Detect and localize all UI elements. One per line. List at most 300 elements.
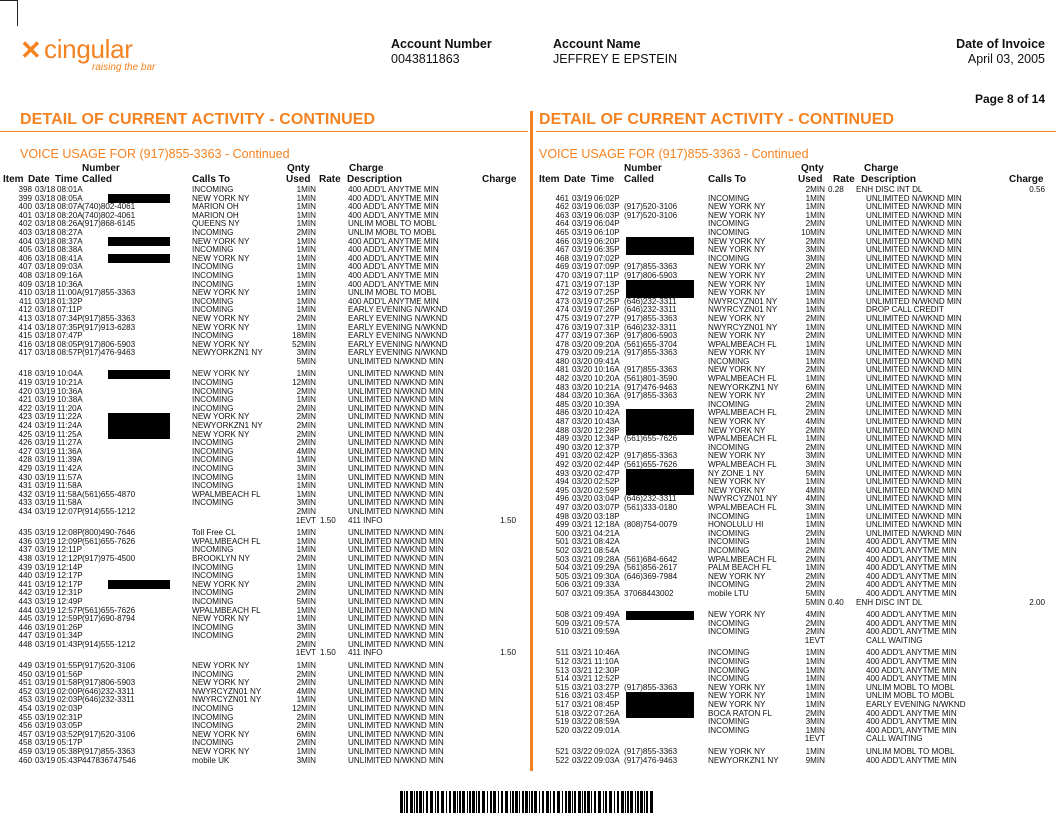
date-cell: 03/19 bbox=[572, 279, 593, 289]
date-cell: 03/19 bbox=[35, 704, 56, 714]
number-called-cell: (917)855-3363 bbox=[82, 313, 136, 323]
used-cell: 4MIN bbox=[296, 446, 316, 456]
description-cell: 400 ADD'L ANYTME MIN bbox=[348, 236, 439, 246]
used-cell: 4MIN bbox=[805, 494, 825, 504]
used-cell: 1MIN bbox=[805, 193, 825, 203]
description-cell: UNLIMITED N/WKND MIN bbox=[866, 202, 962, 212]
used-cell: 3MIN bbox=[805, 502, 825, 512]
used-cell: 2MIN bbox=[296, 678, 316, 688]
date-cell: 03/19 bbox=[572, 313, 593, 323]
used-cell: 2MIN bbox=[296, 506, 316, 516]
barcode-bar bbox=[578, 791, 581, 813]
used-cell: 1MIN bbox=[805, 210, 825, 220]
charge-cell: 1.50 bbox=[500, 648, 516, 658]
number-called-cell: (561)655-7626 bbox=[82, 605, 136, 615]
time-cell: 07:25P bbox=[594, 296, 620, 306]
description-cell: 411 INFO bbox=[348, 515, 383, 525]
calls-to-cell: WPALMBEACH FL bbox=[708, 554, 777, 564]
description-cell: 400 ADD'L ANYTME MIN bbox=[866, 571, 957, 581]
time-cell: 08:45P bbox=[594, 700, 620, 710]
description-cell: UNLIMITED N/WKND MIN bbox=[348, 528, 444, 538]
invoice-date-value: April 03, 2005 bbox=[967, 52, 1045, 66]
time-cell: 07:25P bbox=[594, 288, 620, 298]
date-cell: 03/20 bbox=[572, 417, 593, 427]
calls-to-cell: INCOMING bbox=[192, 245, 234, 255]
calls-to-cell: INCOMING bbox=[708, 725, 750, 735]
calls-to-cell: INCOMING bbox=[708, 511, 750, 521]
date-cell: 03/19 bbox=[35, 421, 56, 431]
calls-to-cell: Toll Free CL bbox=[192, 528, 236, 538]
item-cell: 448 bbox=[18, 639, 32, 649]
date-cell: 03/21 bbox=[572, 674, 593, 684]
used-cell: 6MIN bbox=[296, 729, 316, 739]
used-cell: 1MIN bbox=[296, 305, 316, 315]
description-cell: 400 ADD'L ANYTME MIN bbox=[866, 627, 957, 637]
used-cell: 1MIN bbox=[296, 262, 316, 272]
calls-to-cell: NEW YORK NY bbox=[708, 313, 766, 323]
time-cell: 08:59A bbox=[594, 717, 620, 727]
description-cell: UNLIMITED N/WKND MIN bbox=[866, 399, 962, 409]
date-cell: 03/19 bbox=[35, 614, 56, 624]
calls-to-cell: NEWYORKZN1 NY bbox=[708, 382, 779, 392]
barcode-bar bbox=[449, 791, 451, 813]
calls-to-cell: NWYRCYZN01 NY bbox=[708, 305, 778, 315]
account-number-block bbox=[391, 37, 492, 67]
barcode-bar bbox=[437, 791, 439, 813]
time-cell: 12:52P bbox=[594, 674, 620, 684]
time-cell: 07:11P bbox=[57, 305, 83, 315]
calls-to-cell: NY ZONE 1 NY bbox=[708, 468, 765, 478]
time-cell: 08:05A bbox=[57, 193, 83, 203]
date-cell: 03/19 bbox=[35, 721, 56, 731]
time-cell: 01:58P bbox=[57, 678, 83, 688]
description-cell: 400 ADD'L ANYTME MIN bbox=[348, 245, 439, 255]
time-cell: 05:43P bbox=[57, 755, 83, 765]
used-cell: 3MIN bbox=[296, 498, 316, 508]
header-calls-to: Calls To bbox=[708, 174, 747, 185]
item-cell: 454 bbox=[18, 704, 32, 714]
description-cell: UNLIM MOBL TO MOBL bbox=[866, 682, 955, 692]
time-cell: 03:04P bbox=[594, 494, 620, 504]
time-cell: 11:25A bbox=[57, 429, 83, 439]
time-cell: 08:05P bbox=[57, 339, 83, 349]
calls-to-cell: INCOMING bbox=[708, 657, 750, 667]
header-description: Description bbox=[347, 174, 403, 185]
item-cell: 479 bbox=[555, 348, 569, 358]
description-cell: 400 ADD'L ANYTME MIN bbox=[866, 610, 957, 620]
used-cell: 1MIN bbox=[296, 472, 316, 482]
time-cell: 09:29A bbox=[594, 563, 620, 573]
item-cell: 451 bbox=[18, 678, 32, 688]
time-cell: 08:41A bbox=[57, 253, 83, 263]
time-cell: 02:03P bbox=[57, 695, 83, 705]
barcode-bar bbox=[410, 791, 413, 813]
date-cell: 03/18 bbox=[35, 331, 56, 341]
time-cell: 12:09P bbox=[57, 536, 83, 546]
barcode-bar bbox=[435, 791, 436, 813]
time-cell: 10:42A bbox=[594, 408, 620, 418]
number-called-cell: (917)690-8794 bbox=[82, 614, 136, 624]
number-called-cell: (917)855-3363 bbox=[624, 451, 678, 461]
description-cell: UNLIMITED N/WKND MIN bbox=[866, 528, 962, 538]
item-cell: 480 bbox=[555, 356, 569, 366]
number-called-cell: (561)801-3590 bbox=[624, 374, 678, 384]
item-cell: 522 bbox=[555, 755, 569, 765]
number-called-cell: (561)684-6642 bbox=[624, 554, 678, 564]
used-cell: 2MIN bbox=[805, 554, 825, 564]
description-cell: UNLIMITED N/WKND MIN bbox=[866, 348, 962, 358]
date-cell: 03/19 bbox=[572, 305, 593, 315]
time-cell: 03:18P bbox=[594, 511, 620, 521]
description-cell: UNLIMITED N/WKND MIN bbox=[348, 464, 444, 473]
description-cell: UNLIMITED N/WKND MIN bbox=[866, 279, 962, 289]
header-called: Called bbox=[624, 174, 655, 185]
item-cell: 509 bbox=[555, 618, 569, 628]
date-cell: 03/19 bbox=[35, 686, 56, 696]
item-cell: 469 bbox=[555, 262, 569, 272]
used-cell: 1MIN bbox=[805, 691, 825, 701]
calls-to-cell: NEW YORK NY bbox=[708, 262, 766, 272]
barcode-bar bbox=[416, 791, 418, 813]
calls-to-cell: HONOLULU HI bbox=[708, 520, 764, 530]
description-cell: UNLIMITED N/WKND MIN bbox=[866, 468, 962, 478]
date-cell: 03/19 bbox=[35, 553, 56, 563]
barcode-bar bbox=[630, 791, 633, 813]
description-cell: UNLIMITED N/WKND MIN bbox=[348, 721, 444, 731]
item-cell: 421 bbox=[18, 395, 32, 405]
date-cell: 03/19 bbox=[572, 236, 593, 246]
description-cell: UNLIMITED N/WKND MIN bbox=[348, 755, 444, 765]
time-cell: 03:45P bbox=[594, 691, 620, 701]
date-cell: 03/19 bbox=[35, 412, 56, 422]
header-number: Number bbox=[624, 163, 662, 174]
table-row bbox=[0, 641, 528, 650]
rate-cell: 0.40 bbox=[828, 597, 844, 607]
charge-cell: 0.56 bbox=[1029, 185, 1045, 194]
logo-tagline: raising the bar bbox=[92, 62, 156, 73]
calls-to-cell: INCOMING bbox=[708, 227, 750, 237]
used-cell: 1MIN bbox=[296, 369, 316, 379]
calls-to-cell: PALM BEACH FL bbox=[708, 563, 772, 573]
time-cell: 10:20A bbox=[594, 374, 620, 384]
item-cell: 498 bbox=[555, 511, 569, 521]
date-cell: 03/20 bbox=[572, 477, 593, 487]
redaction-block bbox=[108, 430, 170, 439]
time-cell: 12:08P bbox=[57, 528, 83, 538]
date-cell: 03/18 bbox=[35, 322, 56, 332]
header-date: Date bbox=[28, 174, 50, 185]
used-cell: 1MIN bbox=[296, 322, 316, 332]
item-cell: 521 bbox=[555, 747, 569, 756]
table-row bbox=[0, 649, 528, 658]
date-cell: 03/18 bbox=[35, 253, 56, 263]
description-cell: UNLIMITED N/WKND MIN bbox=[866, 322, 962, 332]
time-cell: 08:57P bbox=[57, 348, 83, 358]
date-cell: 03/21 bbox=[572, 520, 593, 530]
number-called-cell: (561)856-2617 bbox=[624, 563, 678, 573]
description-cell: UNLIMITED N/WKND MIN bbox=[348, 472, 444, 482]
barcode-bar bbox=[635, 791, 636, 813]
number-called-cell: (561)333-0180 bbox=[624, 502, 678, 512]
used-cell: 1MIN bbox=[296, 562, 316, 572]
item-cell: 468 bbox=[555, 253, 569, 263]
calls-to-cell: NEW YORK NY bbox=[192, 429, 250, 439]
date-cell: 03/20 bbox=[572, 468, 593, 478]
account-number-value: 0043811863 bbox=[391, 52, 460, 66]
used-cell: 3MIN bbox=[296, 464, 316, 473]
description-cell: UNLIM MOBL TO MOBL bbox=[348, 219, 437, 229]
calls-to-cell: WPALMBEACH FL bbox=[708, 339, 777, 349]
calls-to-cell: mobile UK bbox=[192, 755, 230, 765]
table-row bbox=[536, 727, 1056, 736]
description-cell: 400 ADD'L ANYTME MIN bbox=[348, 185, 439, 194]
barcode-bar bbox=[482, 791, 485, 813]
calls-to-cell: WPALMBEACH FL bbox=[192, 489, 261, 499]
date-cell: 03/19 bbox=[35, 588, 56, 598]
description-cell: UNLIMITED N/WKND MIN bbox=[866, 227, 962, 237]
calls-to-cell: NEWYORKZN1 NY bbox=[192, 421, 263, 431]
date-cell: 03/20 bbox=[572, 339, 593, 349]
description-cell: UNLIMITED N/WKND MIN bbox=[866, 442, 962, 452]
calls-to-cell: NEW YORK NY bbox=[708, 288, 766, 298]
barcode-bar bbox=[519, 791, 520, 813]
date-cell: 03/22 bbox=[572, 708, 593, 718]
barcode-bar bbox=[490, 791, 492, 813]
calls-to-cell: WPALMBEACH FL bbox=[708, 408, 777, 418]
time-cell: 09:57A bbox=[594, 618, 620, 628]
used-cell: 1MIN bbox=[296, 219, 316, 229]
barcode-bar bbox=[469, 791, 471, 813]
number-called-cell: (917)476-9463 bbox=[82, 348, 136, 358]
description-cell: UNLIMITED N/WKND MIN bbox=[348, 455, 444, 465]
barcode-bar bbox=[591, 791, 592, 813]
number-called-cell: (914)555-1212 bbox=[82, 506, 136, 516]
date-cell: 03/20 bbox=[572, 408, 593, 418]
time-cell: 07:31P bbox=[594, 322, 620, 332]
table-row bbox=[536, 599, 1056, 608]
calls-to-cell: NEW YORK NY bbox=[708, 485, 766, 495]
number-called-cell: (561)655-4870 bbox=[82, 489, 136, 499]
cingular-logo bbox=[20, 36, 160, 78]
calls-to-cell: NEW YORK NY bbox=[192, 339, 250, 349]
item-cell: 438 bbox=[18, 553, 32, 563]
used-cell: 2MIN bbox=[296, 721, 316, 731]
date-cell: 03/18 bbox=[35, 305, 56, 315]
used-cell: 1MIN bbox=[296, 605, 316, 615]
invoice-date-label: Date of Invoice bbox=[956, 37, 1045, 51]
account-name-label: Account Name bbox=[553, 37, 641, 51]
used-cell: 2MIN bbox=[296, 639, 316, 649]
used-cell: 2MIN bbox=[805, 219, 825, 229]
barcode-bar bbox=[546, 791, 549, 813]
calls-to-cell: NEW YORK NY bbox=[192, 313, 250, 323]
calls-to-cell: INCOMING bbox=[192, 464, 234, 473]
barcode-bar bbox=[605, 791, 607, 813]
used-cell: 6MIN bbox=[805, 382, 825, 392]
date-cell: 03/19 bbox=[35, 605, 56, 615]
barcode-bar bbox=[534, 791, 537, 813]
number-called-cell: (917)806-5903 bbox=[82, 339, 136, 349]
title-rule bbox=[536, 131, 1056, 132]
barcode-bar bbox=[621, 791, 624, 813]
used-cell: 1MIN bbox=[296, 545, 316, 555]
calls-to-cell: NWYRCYZN01 NY bbox=[708, 494, 778, 504]
description-cell: UNLIMITED N/WKND MIN bbox=[866, 417, 962, 427]
item-cell: 426 bbox=[18, 438, 32, 448]
time-cell: 11:58A bbox=[57, 489, 83, 499]
description-cell: EARLY EVENING N/WKND bbox=[348, 322, 448, 332]
calls-to-cell: NWYRCYZN01 NY bbox=[192, 695, 262, 705]
used-cell: 1MIN bbox=[805, 665, 825, 675]
description-cell: UNLIMITED N/WKND MIN bbox=[866, 485, 962, 495]
description-cell: 400 ADD'L ANYTME MIN bbox=[866, 580, 957, 590]
header-used: Used bbox=[286, 174, 311, 185]
table-row bbox=[0, 349, 528, 358]
date-cell: 03/21 bbox=[572, 554, 593, 564]
time-cell: 10:21A bbox=[594, 382, 620, 392]
number-called-cell: (646)232-3311 bbox=[624, 296, 677, 306]
number-called-cell: (917)855-3363 bbox=[624, 365, 678, 375]
used-cell: 3MIN bbox=[296, 755, 316, 765]
date-cell: 03/18 bbox=[35, 313, 56, 323]
date-cell: 03/19 bbox=[35, 712, 56, 722]
redaction-block bbox=[108, 370, 170, 379]
time-cell: 05:17P bbox=[57, 738, 83, 748]
date-cell: 03/18 bbox=[35, 296, 56, 306]
calls-to-cell: BOCA RATON FL bbox=[708, 708, 773, 718]
item-cell: 436 bbox=[18, 536, 32, 546]
description-cell: UNLIMITED N/WKND MIN bbox=[348, 639, 444, 649]
date-cell: 03/19 bbox=[35, 464, 56, 473]
description-cell: UNLIMITED N/WKND MIN bbox=[866, 511, 962, 521]
description-cell: UNLIMITED N/WKND MIN bbox=[348, 622, 444, 632]
item-cell: 462 bbox=[555, 202, 569, 212]
table-row bbox=[536, 757, 1056, 766]
number-called-cell: (917)855-3363 bbox=[82, 288, 136, 298]
number-called-cell: (917)520-3106 bbox=[624, 202, 678, 212]
description-cell: UNLIMITED N/WKND MIN bbox=[866, 193, 962, 203]
description-cell: 400 ADD'L ANYTME MIN bbox=[866, 554, 957, 564]
item-cell: 477 bbox=[555, 331, 569, 341]
time-cell: 10:04A bbox=[57, 369, 83, 379]
description-cell: UNLIMITED N/WKND MIN bbox=[348, 738, 444, 748]
description-cell: UNLIMITED N/WKND MIN bbox=[348, 686, 444, 696]
item-cell: 447 bbox=[18, 631, 32, 641]
item-cell: 502 bbox=[555, 545, 569, 555]
item-cell: 446 bbox=[18, 622, 32, 632]
item-cell: 463 bbox=[555, 210, 569, 220]
used-cell: 2MIN bbox=[805, 313, 825, 323]
description-cell: UNLIMITED N/WKND MIN bbox=[866, 494, 962, 504]
number-called-cell: (917)855-3363 bbox=[624, 348, 678, 358]
account-number-label: Account Number bbox=[391, 37, 492, 51]
date-cell: 03/21 bbox=[572, 580, 593, 590]
barcode-bar bbox=[587, 791, 590, 813]
date-cell: 03/20 bbox=[572, 391, 593, 401]
calls-to-cell: NEW YORK NY bbox=[708, 571, 766, 581]
time-cell: 12:14P bbox=[57, 562, 83, 572]
time-cell: 05:38P bbox=[57, 747, 83, 756]
used-cell: 1MIN bbox=[296, 614, 316, 624]
calls-to-cell: INCOMING bbox=[708, 356, 750, 366]
barcode-bar bbox=[617, 791, 619, 813]
table-row bbox=[536, 590, 1056, 599]
item-cell: 433 bbox=[18, 498, 32, 508]
calls-to-cell: INCOMING bbox=[708, 253, 750, 263]
barcode-bar bbox=[644, 791, 645, 813]
date-cell: 03/20 bbox=[572, 442, 593, 452]
description-cell: UNLIMITED N/WKND MIN bbox=[866, 219, 962, 229]
number-called-cell: (646)232-3311 bbox=[624, 494, 677, 504]
calls-to-cell: INCOMING bbox=[192, 386, 234, 396]
date-cell: 03/19 bbox=[35, 596, 56, 606]
time-cell: 10:39A bbox=[594, 399, 620, 409]
time-cell: 07:13P bbox=[594, 279, 620, 289]
calls-to-cell: NEW YORK NY bbox=[192, 322, 250, 332]
used-cell: 1MIN bbox=[296, 571, 316, 581]
calls-to-cell: INCOMING bbox=[708, 665, 750, 675]
calls-to-cell: NEW YORK NY bbox=[708, 451, 766, 461]
description-cell: 400 ADD'L ANYTME MIN bbox=[866, 674, 957, 684]
date-cell: 03/19 bbox=[572, 245, 593, 255]
number-called-cell: (917)975-4500 bbox=[82, 553, 136, 563]
description-cell: ENH DISC INT DL bbox=[856, 185, 923, 194]
item-cell: 483 bbox=[555, 382, 569, 392]
barcode-bar bbox=[426, 791, 428, 813]
calls-to-cell: NEW YORK NY bbox=[708, 270, 766, 280]
redaction-block bbox=[626, 611, 694, 620]
barcode-bar bbox=[404, 791, 405, 813]
item-cell: 425 bbox=[18, 429, 32, 439]
description-cell: UNLIMITED N/WKND MIN bbox=[348, 704, 444, 714]
used-cell: 1MIN bbox=[805, 279, 825, 289]
used-cell: 2MIN bbox=[296, 227, 316, 237]
description-cell: UNLIMITED N/WKND MIN bbox=[348, 571, 444, 581]
date-cell: 03/19 bbox=[35, 695, 56, 705]
description-cell: UNLIMITED N/WKND MIN bbox=[866, 331, 962, 341]
item-cell: 430 bbox=[18, 472, 32, 482]
barcode-bar bbox=[430, 791, 433, 813]
date-cell: 03/20 bbox=[572, 460, 593, 469]
barcode-bar bbox=[582, 791, 583, 813]
calls-to-cell: INCOMING bbox=[192, 631, 234, 641]
time-cell: 03:07P bbox=[594, 502, 620, 512]
description-cell: UNLIM MOBL TO MOBL bbox=[348, 288, 437, 298]
number-called-cell: (561)655-7626 bbox=[624, 434, 678, 444]
date-cell: 03/19 bbox=[572, 253, 593, 263]
number-called-cell: (917)520-3106 bbox=[82, 661, 136, 671]
time-cell: 08:54A bbox=[594, 545, 620, 555]
time-cell: 07:02P bbox=[594, 253, 620, 263]
calls-to-cell: NEW YORK NY bbox=[708, 348, 766, 358]
barcode-bar bbox=[646, 791, 648, 813]
used-cell: 1MIN bbox=[805, 356, 825, 366]
date-cell: 03/19 bbox=[572, 227, 593, 237]
header-rate: Rate bbox=[833, 174, 855, 185]
item-cell: 455 bbox=[18, 712, 32, 722]
item-cell: 434 bbox=[18, 506, 32, 516]
time-cell: 11:00A bbox=[57, 288, 83, 298]
header-charge: Charge bbox=[1009, 174, 1044, 185]
description-cell: UNLIMITED N/WKND MIN bbox=[348, 403, 444, 413]
item-cell: 478 bbox=[555, 339, 569, 349]
date-cell: 03/19 bbox=[572, 322, 593, 332]
used-cell: 2MIN bbox=[805, 270, 825, 280]
used-cell: 2MIN bbox=[296, 631, 316, 641]
calls-to-cell: NEW YORK NY bbox=[192, 193, 250, 203]
time-cell: 07:26A bbox=[594, 708, 620, 718]
used-cell: 3MIN bbox=[805, 717, 825, 727]
